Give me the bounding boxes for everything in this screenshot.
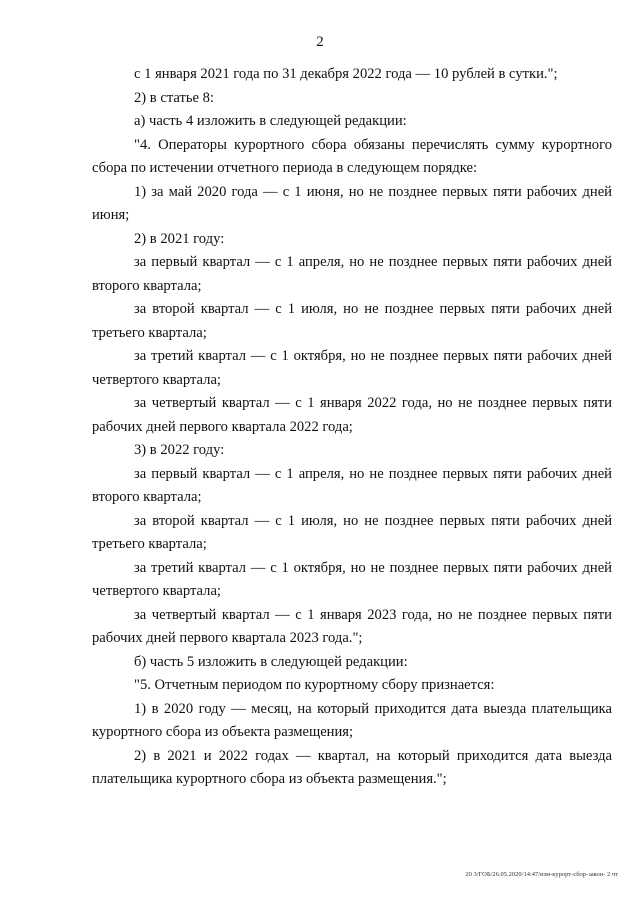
paragraph-10: за четвертый квартал — с 1 января 2022 года, но не позднее первых пяти рабочих дней первого квартала 2022 года; [92,395,612,435]
paragraph-3: а) часть 4 изложить в следующей редакции: [134,113,407,129]
document-body [92,63,612,792]
paragraph-2: 2) в статье 8: [134,89,214,106]
paragraph-14: за третий квартал — с 1 октября, но не позднее первых пяти рабочих дней четвертого квартала; [92,559,612,599]
paragraph-8: за второй квартал — с 1 июля, но не позднее первых пяти рабочих дней третьего квартала; [92,301,612,341]
paragraph-5: 1) за май 2020 года — с 1 июня, но не позднее первых пяти рабочих дней июня; [92,183,612,223]
paragraph-16: б) часть 5 изложить в следующей редакции: [134,653,408,670]
paragraph-4: "4. Операторы курортного сбора обязаны перечислять сумму курортного сбора по истечении отчетного периода в следующем порядке: [92,136,612,176]
footer-file-stamp: 20 3/ГОБ/26.05.2020/14:47/изм-курорт-сбор-закон- 2 чт [465,871,618,878]
paragraph-12: за первый квартал — с 1 апреля, но не позднее первых пяти рабочих дней второго квартала; [92,465,612,505]
paragraph-7: за первый квартал — с 1 апреля, но не позднее первых пяти рабочих дней второго квартала; [92,254,612,294]
paragraph-1: с 1 января 2021 года по 31 декабря 2022 года — 10 рублей в сутки."; [134,66,558,82]
paragraph-6: 2) в 2021 году: [134,230,225,247]
paragraph-19: 2) в 2021 и 2022 годах — квартал, на который приходится дата выезда плательщика курортного сбора из объекта размещения."; [92,747,612,787]
page-number: 2 [316,34,324,50]
paragraph-15: за четвертый квартал — с 1 января 2023 года, но не позднее первых пяти рабочих дней первого квартала 2023 года."; [92,606,612,646]
paragraph-11: 3) в 2022 году: [134,442,225,458]
paragraph-13: за второй квартал — с 1 июля, но не позднее первых пяти рабочих дней третьего квартала; [92,512,612,552]
paragraph-9: за третий квартал — с 1 октября, но не позднее первых пяти рабочих дней четвертого квартала; [92,348,612,388]
paragraph-17: "5. Отчетным периодом по курортному сбору признается: [134,677,495,693]
paragraph-18: 1) в 2020 году — месяц, на который приходится дата выезда плательщика курортного сбора из объекта размещения; [92,700,612,740]
